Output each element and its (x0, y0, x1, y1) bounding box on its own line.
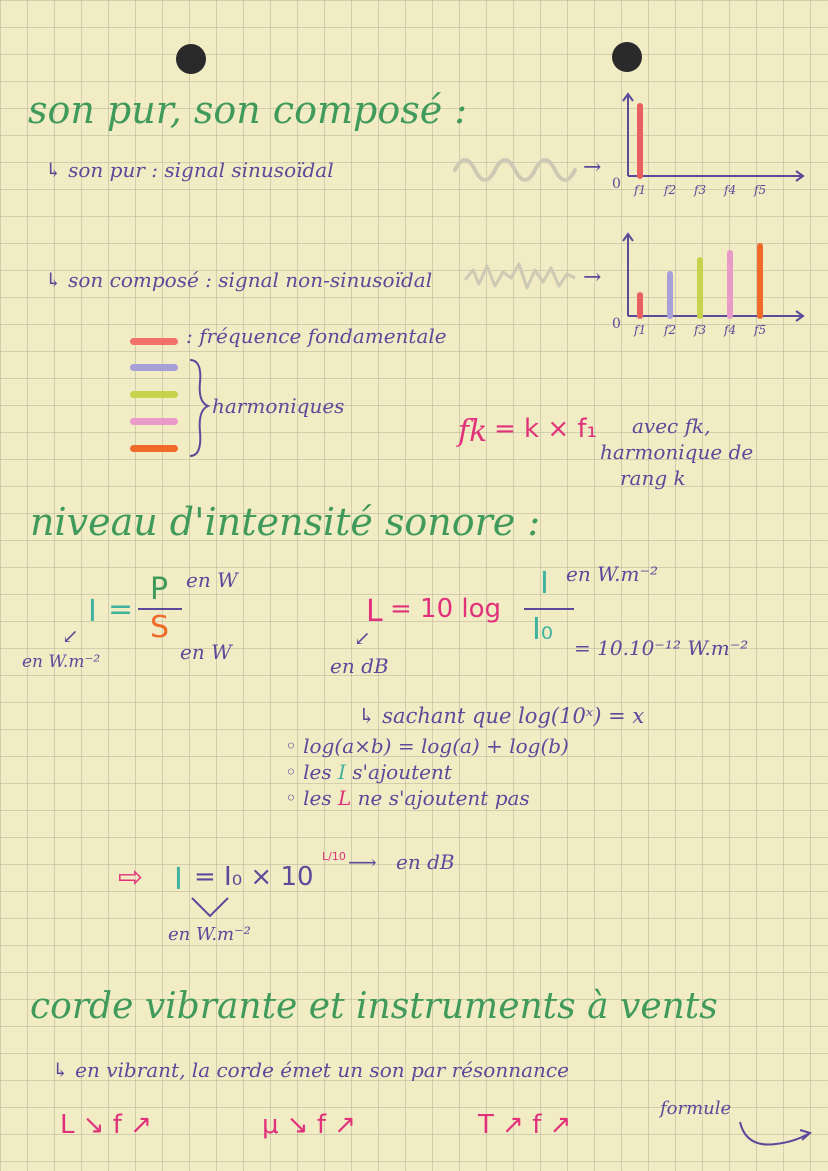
rule-I-add-b: I (338, 760, 346, 784)
S-unit: en W (180, 640, 232, 664)
arrow-right-icon: → (583, 155, 602, 180)
relation-mu: μ ↘ f ↗ (262, 1110, 357, 1140)
L-numerator: I (540, 566, 549, 601)
swatch-harmonique-5 (130, 445, 178, 452)
brace-icon (186, 358, 210, 458)
relation-L: L ↘ f ↗ (60, 1110, 153, 1140)
result-I: I (174, 862, 183, 897)
son-pur-line: ↳ son pur : signal sinusoïdal (45, 158, 334, 182)
formula-fk-rhs: = k × f₁ (494, 414, 597, 444)
son-compose-line: ↳ son composé : signal non-sinusoïdal (45, 268, 433, 292)
rule-log-product: ◦ log(a×b) = log(a) + log(b) (285, 734, 569, 758)
formula-fk-lhs: fk (458, 414, 488, 449)
arrow-right-icon-2: → (583, 265, 602, 290)
spectrum-pur-x-label-2: f2 (664, 183, 677, 197)
swatch-harmonique-3 (130, 391, 178, 398)
formula-note-2: harmonique de (600, 440, 754, 464)
legend-harmoniques: harmoniques (212, 394, 345, 418)
P-unit: en W (186, 568, 238, 592)
L-denominator: I₀ (532, 612, 553, 647)
result-unit: en W.m⁻² (168, 924, 251, 945)
rule-L-no-add-a: ◦ les (285, 786, 332, 810)
spectrum-pur-origin-label: 0 (612, 176, 621, 192)
arrow-right-icon-3: ⟶ (348, 850, 377, 874)
result-arrow-icon: ⇨ (118, 860, 144, 895)
spectrum-chart-pur (610, 88, 810, 208)
swatch-harmonique-2 (130, 364, 178, 371)
formula-note-1: avec fk, (632, 414, 711, 438)
result-formula: = I₀ × 10 (194, 862, 314, 892)
legend-fondamentale: : fréquence fondamentale (186, 324, 447, 348)
rule-I-add-a: ◦ les (285, 760, 332, 784)
swatch-harmonique-4 (130, 418, 178, 425)
spectrum-pur-x-label-4: f4 (724, 183, 737, 197)
punch-hole-left (176, 44, 206, 74)
spectrum-compose-origin-label: 0 (612, 316, 621, 332)
L-num-unit: en W.m⁻² (566, 562, 659, 586)
result-exponent: L/10 (322, 850, 346, 863)
rule-L-no-add (285, 786, 530, 810)
I-equals: = (108, 592, 134, 627)
arrow-down-left-icon-2: ↙ (354, 626, 371, 650)
L-formula: = 10 log (390, 594, 502, 624)
section-title-niveau: niveau d'intensité sonore : (30, 500, 541, 544)
corde-line: ↳ en vibrant, la corde émet un son par résonnance (52, 1058, 569, 1082)
sine-wave-icon (455, 150, 575, 190)
sachant-line: ↳ sachant que log(10ˣ) = x (358, 704, 645, 728)
complex-wave-icon (465, 258, 575, 298)
spectrum-pur-x-label-1: f1 (634, 183, 647, 197)
rule-I-add (285, 760, 452, 784)
formula-note-3: rang k (620, 466, 686, 490)
section-title-corde: corde vibrante et instruments à vents (30, 986, 718, 1027)
spectrum-compose-x-label-3: f3 (694, 323, 707, 337)
spectrum-compose-x-label-4: f4 (724, 323, 737, 337)
spectrum-compose-x-label-1: f1 (634, 323, 647, 337)
rule-I-add-c: s'ajoutent (352, 760, 452, 784)
chevron-down-icon (190, 896, 230, 918)
fraction-bar-L (524, 608, 574, 610)
spectrum-compose-x-label-5: f5 (754, 323, 767, 337)
P-symbol: P (150, 572, 169, 607)
swatch-fondamentale (130, 338, 178, 345)
spectrum-chart-compose (610, 228, 810, 348)
section-title-son: son pur, son composé : (28, 88, 468, 132)
I-unit: en W.m⁻² (22, 652, 101, 672)
spectrum-pur-x-label-3: f3 (694, 183, 707, 197)
formule-note: formule (660, 1098, 732, 1119)
relation-T: T ↗ f ↗ (478, 1110, 572, 1140)
spectrum-pur-x-label-5: f5 (754, 183, 767, 197)
S-symbol: S (150, 610, 170, 645)
spectrum-compose-x-label-2: f2 (664, 323, 677, 337)
rule-L-no-add-b: L (338, 786, 352, 810)
arrow-down-left-icon: ↙ (62, 624, 79, 648)
L-symbol: L (366, 594, 383, 629)
curved-arrow-icon (736, 1118, 816, 1154)
punch-hole-right (612, 42, 642, 72)
result-exponent-unit: en dB (396, 850, 455, 874)
L-den-value: = 10.10⁻¹² W.m⁻² (574, 636, 749, 660)
L-unit: en dB (330, 654, 389, 678)
rule-L-no-add-c: ne s'ajoutent pas (357, 786, 530, 810)
I-symbol: I (88, 594, 97, 629)
